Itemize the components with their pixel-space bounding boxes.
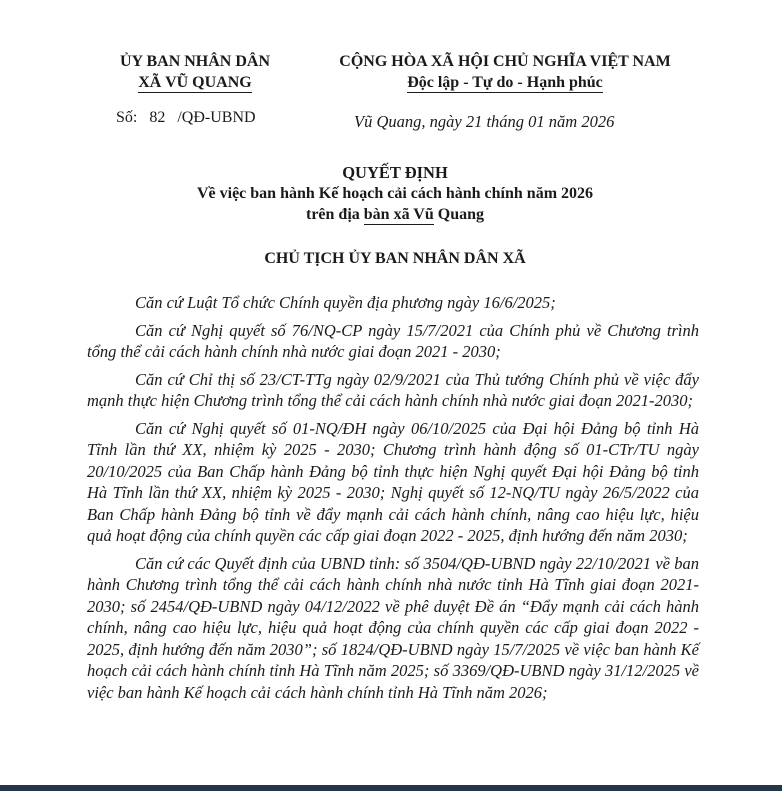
legal-basis-paragraph: Căn cứ các Quyết định của UBND tỉnh: số 3504/QĐ-UBND ngày 22/10/2021 về ban hành Chương trình tổng thể cải cách hành chính nhà nước tỉnh Hà Tĩnh giai đoạn 2021-2030; số 2454/QĐ-UBND ngày 04/12/2022 về phê duyệt Đề án “Đẩy mạnh cải cách hành chính, nâng cao hiệu lực, hiệu quả hoạt động của chính quyền các cấp giai đoạn 2022 - 2025, định hướng đến năm 2030”; số 1824/QĐ-UBND ngày 15/7/2025 về việc ban hành Kế hoạch cải cách hành chính tỉnh Hà Tĩnh năm 2025; số 3369/QĐ-UBND ngày 31/12/2025 về việc ban hành Kế hoạch cải cách hành chính tỉnh Hà Tĩnh năm 2026; [87, 553, 699, 702]
decision-subtitle-line1: Về việc ban hành Kế hoạch cải cách hành chính năm 2026 [196, 185, 594, 202]
document-number: Số: 82 /QĐ-UBND [116, 109, 256, 126]
bottom-bar [0, 785, 782, 791]
agency-line1: ỦY BAN NHÂN DÂN [119, 53, 271, 70]
agency-line2: XÃ VŨ QUANG [138, 74, 252, 91]
legal-basis-paragraph: Căn cứ Luật Tổ chức Chính quyền địa phương ngày 16/6/2025; [135, 293, 556, 312]
nation-line1: CỘNG HÒA XÃ HỘI CHỦ NGHĨA VIỆT NAM [339, 53, 671, 70]
legal-basis-paragraph: Căn cứ Nghị quyết số 01-NQ/ĐH ngày 06/10/2025 của Đại hội Đảng bộ tỉnh Hà Tĩnh lần thứ XX, nhiệm kỳ 2025 - 2030; Chương trình hành động số 01-CTr/TU ngày 20/10/2025 của Ban Chấp hành Đảng bộ tỉnh thực hiện Nghị quyết Đại hội Đảng bộ tỉnh Hà Tĩnh lần thứ XX, nhiệm kỳ 2025 - 2030; Nghị quyết số 12-NQ/TU ngày 26/5/2022 của Ban Chấp hành Đảng bộ tỉnh về đẩy mạnh cải cách hành chính, nâng cao hiệu lực, hiệu quả hoạt động của chính quyền các cấp giai đoạn 2022 - 2025, định hướng đến năm 2030; [87, 418, 699, 545]
document-body [87, 292, 699, 709]
motto: Độc lập - Tự do - Hạnh phúc [407, 74, 603, 91]
decision-subtitle-line2 [100, 204, 690, 225]
subtitle-line2-post: Quang [433, 206, 484, 223]
nation-header [308, 51, 702, 93]
decision-title: QUYẾT ĐỊNH [342, 163, 448, 182]
legal-basis-paragraph: Căn cứ Nghị quyết số 76/NQ-CP ngày 15/7/2021 của Chính phủ về Chương trình tổng thể cải cách hành chính nhà nước giai đoạn 2021 - 2030; [87, 320, 699, 361]
subtitle-line2-pre: trên địa [306, 206, 364, 223]
place-date: Vũ Quang, ngày 21 tháng 01 năm 2026 [354, 112, 615, 131]
legal-basis-paragraph: Căn cứ Chỉ thị số 23/CT-TTg ngày 02/9/2021 của Thủ tướng Chính phủ về việc đẩy mạnh thực hiện Chương trình tổng thể cải cách hành chính nhà nước giai đoạn 2021-2030; [87, 369, 699, 410]
agency-header [100, 51, 290, 93]
subtitle-line2-underlined: bàn xã Vũ [363, 206, 434, 223]
issuer-heading: CHỦ TỊCH ỦY BAN NHÂN DÂN XÃ [264, 250, 526, 267]
